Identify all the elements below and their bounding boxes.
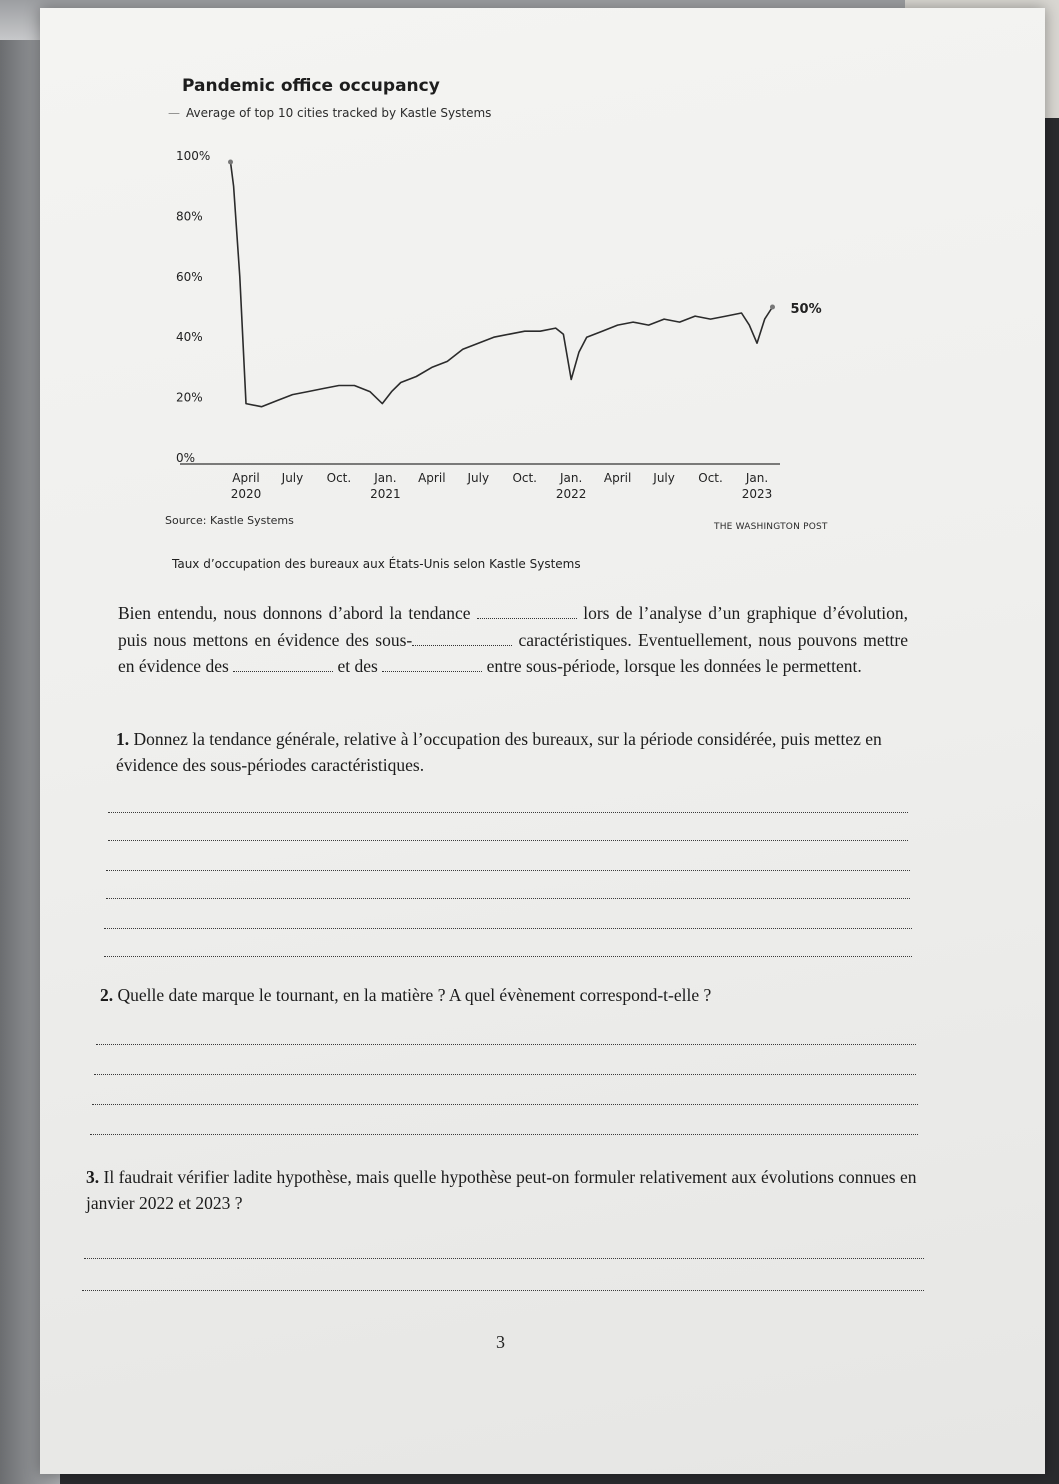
x-tick-label: July	[281, 471, 304, 485]
x-tick-label: Oct.	[326, 471, 352, 485]
y-axis	[176, 149, 210, 465]
series-line-occupancy	[231, 162, 773, 407]
x-tick-label: Jan.	[374, 471, 397, 485]
answer-line-1e[interactable]	[104, 928, 912, 929]
question-3-number: 3.	[86, 1167, 100, 1187]
y-tick-label: 100%	[176, 149, 211, 163]
occupancy-chart	[0, 0, 1059, 520]
intro-blank-1[interactable]	[477, 604, 577, 619]
question-2	[100, 982, 920, 1008]
question-3-text: Il faudrait vérifier ladite hypothèse, mais quelle hypothèse peut-on formuler relativement aux évolutions connues en janvier 2022 et 2023 ?	[86, 1167, 917, 1213]
y-tick-label: 0%	[176, 451, 196, 465]
x-tick-label: July	[467, 471, 490, 485]
y-tick-label: 40%	[176, 330, 203, 345]
x-tick-label: April	[418, 471, 446, 485]
x-tick-year: 2020	[230, 487, 262, 501]
subtitle-marker: —	[168, 106, 180, 120]
answer-line-1b[interactable]	[108, 840, 908, 841]
answer-line-1c[interactable]	[106, 870, 910, 871]
figure-caption: Taux d’occupation des bureaux aux États-Unis selon Kastle Systems	[172, 557, 581, 571]
chart-title: Pandemic office occupancy	[182, 76, 440, 96]
question-1-number: 1.	[116, 729, 130, 749]
question-1-text: Donnez la tendance générale, relative à l’occupation des bureaux, sur la période considérée, puis mettez en évidence des sous-périodes caractéristiques.	[116, 729, 882, 775]
answer-line-2b[interactable]	[94, 1074, 916, 1075]
question-1	[116, 726, 916, 778]
intro-part-5: entre sous-période, lorsque les données le permettent.	[486, 656, 862, 676]
answer-line-1a[interactable]	[108, 812, 908, 813]
intro-part-2: lors de l’analyse d’un graphique d’évolution, puis nous mettons en évidence des sous-	[118, 603, 909, 650]
x-tick-label: July	[653, 471, 675, 485]
series-end-point	[770, 305, 775, 310]
answer-line-2c[interactable]	[92, 1104, 918, 1105]
question-2-text: Quelle date marque le tournant, en la matière ? A quel évènement correspond-t-elle ?	[117, 985, 712, 1005]
answer-line-3b[interactable]	[82, 1290, 924, 1291]
y-tick-label: 80%	[176, 209, 203, 224]
answer-line-1f[interactable]	[104, 956, 912, 957]
x-tick-label: Oct.	[698, 471, 723, 485]
y-tick-label: 60%	[176, 269, 203, 284]
x-tick-label: Oct.	[512, 471, 538, 485]
intro-part-4: et des	[337, 656, 378, 676]
x-tick-label: Jan.	[560, 471, 583, 485]
series-group	[228, 160, 822, 407]
intro-blank-2[interactable]	[412, 631, 512, 646]
intro-blank-3[interactable]	[233, 657, 333, 672]
intro-part-3: caractéristiques. Eventuellement, nous pouvons mettre en évidence des	[118, 629, 909, 676]
page-number: 3	[496, 1332, 505, 1352]
chart-source: Source: Kastle Systems	[165, 514, 294, 527]
intro-part-1: Bien entendu, nous donnons d’abord la tendance	[118, 603, 471, 623]
chart-publisher: THE WASHINGTON POST	[714, 522, 828, 532]
answer-line-2d[interactable]	[90, 1134, 918, 1135]
question-2-number: 2.	[100, 985, 114, 1005]
x-tick-year: 2021	[370, 487, 401, 501]
answer-line-2a[interactable]	[96, 1044, 916, 1045]
x-tick-label: April	[603, 471, 632, 485]
intro-blank-4[interactable]	[382, 657, 482, 672]
x-tick-label: April	[232, 471, 260, 485]
subtitle-text: Average of top 10 cities tracked by Kastle Systems	[186, 106, 492, 120]
series-end-label: 50%	[790, 302, 822, 317]
x-tick-year: 2023	[741, 487, 773, 501]
question-3	[86, 1164, 926, 1216]
x-tick-label: Jan.	[745, 471, 769, 485]
answer-line-1d[interactable]	[106, 898, 910, 899]
series-start-point	[228, 160, 233, 165]
x-axis	[180, 464, 780, 501]
intro-paragraph	[118, 600, 908, 680]
answer-line-3a[interactable]	[84, 1258, 924, 1259]
y-tick-label: 20%	[176, 390, 203, 405]
x-tick-year: 2022	[555, 487, 587, 501]
